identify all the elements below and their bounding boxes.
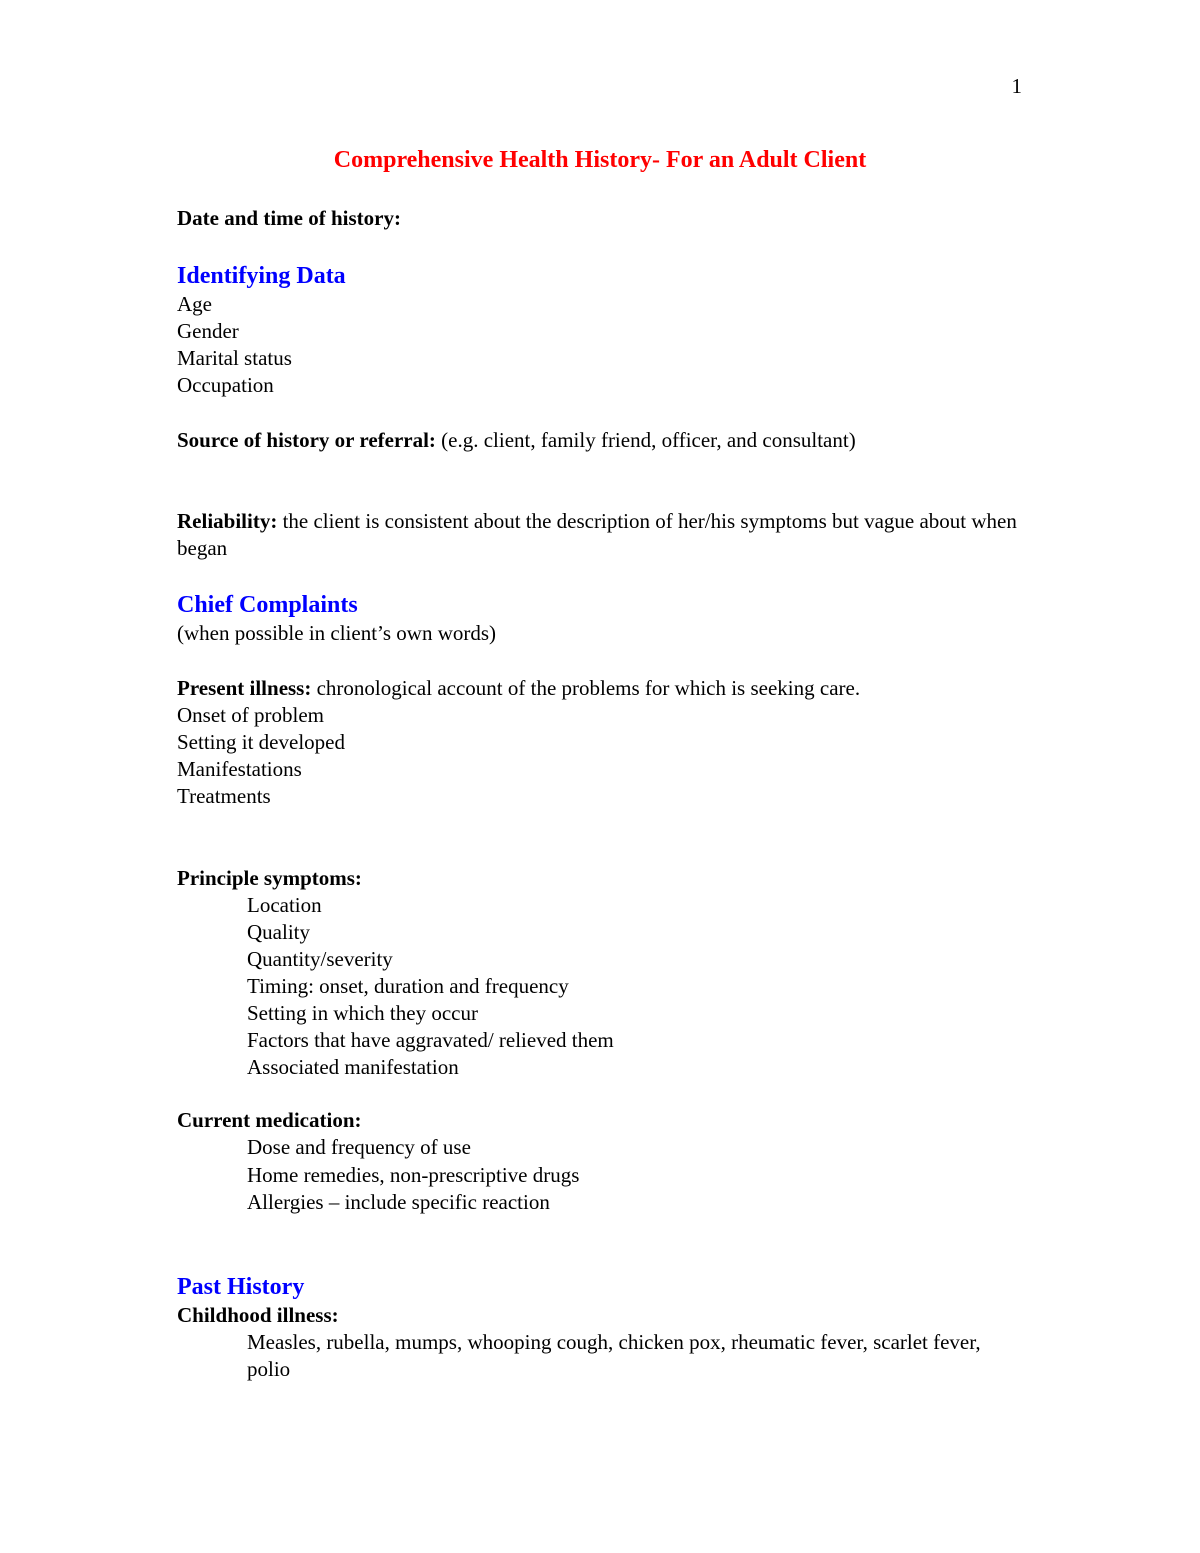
identifying-item: Age [177, 292, 212, 316]
symptom-item: Timing: onset, duration and frequency [247, 974, 569, 998]
present-illness-item: Manifestations [177, 757, 302, 781]
source-text: (e.g. client, family friend, officer, and consultant) [435, 428, 856, 452]
reliability-label: Reliability: [177, 509, 278, 533]
chief-complaints-note: (when possible in client’s own words) [177, 621, 497, 645]
childhood-illness-label: Childhood illness: [177, 1303, 339, 1327]
past-history-heading: Past History [177, 1274, 305, 1300]
current-medication-label: Current medication: [177, 1108, 362, 1132]
present-illness-item: Treatments [177, 784, 271, 808]
identifying-data-heading: Identifying Data [177, 263, 346, 289]
medication-item: Home remedies, non-prescriptive drugs [247, 1163, 580, 1187]
present-illness-text: chronological account of the problems for which is seeking care. [311, 676, 861, 700]
source-label: Source of history or referral: [177, 428, 436, 452]
symptom-item: Location [247, 893, 322, 917]
medication-item: Dose and frequency of use [247, 1135, 471, 1159]
reliability-paragraph [177, 508, 1017, 562]
present-illness-item: Onset of problem [177, 703, 324, 727]
document-title: Comprehensive Health History- For an Adult Client [333, 147, 867, 173]
identifying-item: Occupation [177, 373, 274, 397]
date-time-label: Date and time of history: [177, 206, 401, 230]
symptom-item: Quantity/severity [247, 947, 393, 971]
symptom-item: Associated manifestation [247, 1055, 459, 1079]
reliability-text: the client is consistent about the description of her/his symptoms but vague about when began [177, 509, 1017, 560]
present-illness-line [177, 675, 860, 702]
present-illness-item: Setting it developed [177, 730, 345, 754]
medication-item: Allergies – include specific reaction [247, 1190, 550, 1214]
principle-symptoms-label: Principle symptoms: [177, 866, 362, 890]
childhood-illness-text: Measles, rubella, mumps, whooping cough, chicken pox, rheumatic fever, scarlet fever, polio [247, 1330, 981, 1381]
page-number: 1 [1011, 74, 1022, 98]
symptom-item: Setting in which they occur [247, 1001, 478, 1025]
symptom-item: Factors that have aggravated/ relieved them [247, 1028, 614, 1052]
identifying-item: Marital status [177, 346, 292, 370]
symptom-item: Quality [247, 920, 310, 944]
identifying-item: Gender [177, 319, 239, 343]
source-line [177, 427, 856, 454]
present-illness-label: Present illness: [177, 676, 312, 700]
chief-complaints-heading: Chief Complaints [177, 592, 358, 618]
